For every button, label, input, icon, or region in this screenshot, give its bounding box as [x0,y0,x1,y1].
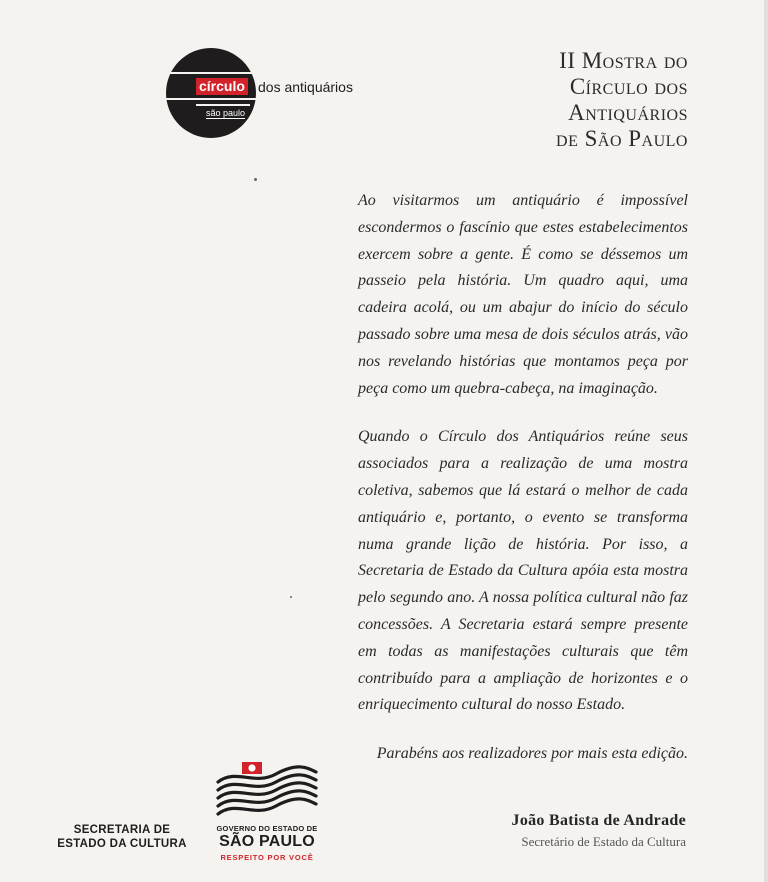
title-line: II Mostra do [559,48,688,73]
body-paragraph: Ao visitarmos um antiquário é impossível escondermos o fascínio que estes estabelecimentos exercem sobre a gente. É como se déssemos um passeio pela história. Um quadro aqui, uma cadeira acolá, ou um abajur do início do século passado sobre uma mesa de dois séculos atrás, vão nos revelando histórias que montamos peça por peça como um quebra-cabeça, na imaginação. [358,192,688,397]
title-line: Círculo dos [569,74,688,99]
paper-speck [290,596,292,598]
logo-stripe [166,98,256,100]
signature-role: Secretário de Estado da Cultura [521,834,686,849]
body-paragraph: Quando o Círculo dos Antiquários reúne seus associados para a realização de uma mostra coletiva, sabemos que lá estará o melhor de cada antiquário e, portanto, o evento se transforma numa grande lição de história. Por isso, a Secretaria de Estado da Cultura apóia esta mostra pelo segundo ano. A nossa política cultural não faz concessões. A Secretaria estará sempre presente em todas as manifestações culturais que têm contribuído para a ampliação de horizontes e o enriquecimento cultural do nosso Estado. [358,428,688,714]
page-title [448,48,688,152]
logo-stripe [196,104,250,106]
title-line: Antiquários [568,100,688,125]
body-paragraph-closing: Parabéns aos realizadores por mais esta edição. [376,745,688,763]
title-line: de São Paulo [556,126,688,151]
paper-speck [254,178,257,181]
secretaria-cultura-logo [52,823,192,851]
logo-dos-antiquarios-text: dos antiquários [258,79,353,95]
gov-state-name: SÃO PAULO [219,833,315,850]
secretaria-line: ESTADO DA CULTURA [57,838,187,850]
gov-line: GOVERNO DO ESTADO DE [216,824,318,833]
gov-slogan: RESPEITO POR VOCÊ [220,853,314,862]
sao-paulo-flag-icon [214,760,320,816]
circulo-dos-antiquarios-logo [166,48,366,138]
page-edge [764,0,768,882]
logo-circulo-text: círculo [196,78,248,95]
secretaria-line: SECRETARIA DE [73,824,171,836]
signature-name: João Batista de Andrade [511,812,686,829]
logo-stripe [166,72,256,74]
logo-sao-paulo-text: são paulo [206,108,246,118]
body-text [358,188,688,790]
signature-block [512,812,686,850]
